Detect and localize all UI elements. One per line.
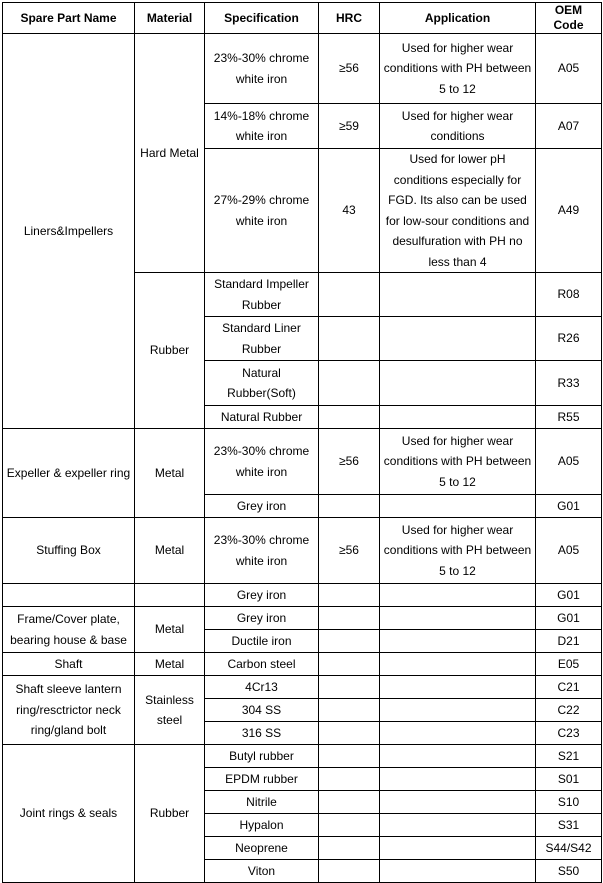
spec-cell: Standard Impeller Rubber	[205, 273, 319, 317]
hrc-cell	[319, 722, 380, 745]
hrc-cell	[319, 406, 380, 429]
part-name-cell	[3, 584, 135, 607]
oem-code-cell: C22	[536, 699, 602, 722]
oem-code-cell: A49	[536, 149, 602, 273]
oem-code-cell: A05	[536, 429, 602, 495]
hrc-cell: ≥56	[319, 518, 380, 584]
application-cell	[380, 495, 536, 518]
oem-code-cell: R26	[536, 317, 602, 361]
material-hard-metal: Hard Metal	[135, 34, 205, 273]
part-name-expeller: Expeller & expeller ring	[3, 429, 135, 518]
header-row	[3, 3, 602, 34]
hrc-cell	[319, 495, 380, 518]
table-row	[3, 429, 602, 495]
application-cell	[380, 722, 536, 745]
oem-code-cell: S21	[536, 745, 602, 768]
part-name-joint-rings: Joint rings & seals	[3, 745, 135, 883]
hrc-cell	[319, 653, 380, 676]
hrc-cell: ≥59	[319, 104, 380, 149]
application-cell	[380, 676, 536, 699]
application-cell	[380, 837, 536, 860]
spec-cell: 23%-30% chrome white iron	[205, 34, 319, 104]
hrc-cell	[319, 768, 380, 791]
oem-code-cell: G01	[536, 584, 602, 607]
spec-cell: 27%-29% chrome white iron	[205, 149, 319, 273]
hrc-cell	[319, 361, 380, 406]
oem-code-cell: G01	[536, 607, 602, 630]
spec-cell: Natural Rubber(Soft)	[205, 361, 319, 406]
oem-code-cell: C21	[536, 676, 602, 699]
oem-code-cell: R08	[536, 273, 602, 317]
oem-code-cell: D21	[536, 630, 602, 653]
material-cell: Metal	[135, 518, 205, 584]
application-cell: Used for higher wear conditions with PH between 5 to 12	[380, 518, 536, 584]
spec-cell: Standard Liner Rubber	[205, 317, 319, 361]
table-row	[3, 676, 602, 699]
table-row	[3, 653, 602, 676]
application-cell: Used for lower pH conditions especially for FGD. Its also can be used for low-sour conditions and desulfuration with PH no less than 4	[380, 149, 536, 273]
table-row	[3, 745, 602, 768]
oem-code-cell: S50	[536, 860, 602, 883]
application-cell	[380, 607, 536, 630]
material-cell	[135, 584, 205, 607]
spec-cell: Grey iron	[205, 607, 319, 630]
application-cell	[380, 630, 536, 653]
material-cell: Stainless steel	[135, 676, 205, 745]
spec-cell: 23%-30% chrome white iron	[205, 429, 319, 495]
part-name-frame: Frame/Cover plate, bearing house & base	[3, 607, 135, 653]
hrc-cell	[319, 607, 380, 630]
spec-cell: Carbon steel	[205, 653, 319, 676]
spec-cell: 4Cr13	[205, 676, 319, 699]
hrc-cell	[319, 837, 380, 860]
application-cell	[380, 653, 536, 676]
table-row	[3, 584, 602, 607]
application-cell	[380, 791, 536, 814]
part-name-liners: Liners&Impellers	[3, 34, 135, 429]
oem-code-cell: S31	[536, 814, 602, 837]
oem-code-cell: S10	[536, 791, 602, 814]
spec-cell: 14%-18% chrome white iron	[205, 104, 319, 149]
application-cell	[380, 273, 536, 317]
oem-code-cell: E05	[536, 653, 602, 676]
spec-cell: Butyl rubber	[205, 745, 319, 768]
material-cell: Rubber	[135, 745, 205, 883]
hrc-cell	[319, 676, 380, 699]
material-rubber: Rubber	[135, 273, 205, 429]
table-row	[3, 34, 602, 104]
header-application: Application	[380, 3, 536, 34]
spec-cell: Ductile iron	[205, 630, 319, 653]
part-name-shaft: Shaft	[3, 653, 135, 676]
application-cell	[380, 745, 536, 768]
hrc-cell	[319, 745, 380, 768]
hrc-cell: ≥56	[319, 429, 380, 495]
oem-code-cell: S44/S42	[536, 837, 602, 860]
spec-cell: Viton	[205, 860, 319, 883]
material-cell: Metal	[135, 429, 205, 518]
spec-cell: 316 SS	[205, 722, 319, 745]
spec-cell: Natural Rubber	[205, 406, 319, 429]
header-material: Material	[135, 3, 205, 34]
application-cell	[380, 584, 536, 607]
spare-parts-table	[2, 2, 602, 883]
hrc-cell	[319, 317, 380, 361]
hrc-cell	[319, 860, 380, 883]
oem-code-cell: G01	[536, 495, 602, 518]
material-cell: Metal	[135, 607, 205, 653]
oem-code-cell: R55	[536, 406, 602, 429]
spec-cell: Grey iron	[205, 584, 319, 607]
application-cell	[380, 699, 536, 722]
spec-cell: Grey iron	[205, 495, 319, 518]
hrc-cell: ≥56	[319, 34, 380, 104]
hrc-cell	[319, 699, 380, 722]
application-cell	[380, 860, 536, 883]
table-row	[3, 607, 602, 630]
oem-code-cell: S01	[536, 768, 602, 791]
header-hrc: HRC	[319, 3, 380, 34]
spec-cell: Neoprene	[205, 837, 319, 860]
part-name-shaft-sleeve: Shaft sleeve lantern ring/resctrictor neck ring/gland bolt	[3, 676, 135, 745]
spec-cell: Hypalon	[205, 814, 319, 837]
application-cell	[380, 814, 536, 837]
hrc-cell	[319, 630, 380, 653]
application-cell	[380, 406, 536, 429]
application-cell	[380, 768, 536, 791]
oem-code-cell: C23	[536, 722, 602, 745]
hrc-cell	[319, 791, 380, 814]
oem-code-cell: R33	[536, 361, 602, 406]
oem-code-cell: A07	[536, 104, 602, 149]
spec-cell: Nitrile	[205, 791, 319, 814]
spec-cell: 304 SS	[205, 699, 319, 722]
spec-cell: 23%-30% chrome white iron	[205, 518, 319, 584]
application-cell	[380, 361, 536, 406]
header-oem-code: OEM Code	[536, 3, 602, 34]
application-cell: Used for higher wear conditions with PH between 5 to 12	[380, 429, 536, 495]
hrc-cell	[319, 273, 380, 317]
hrc-cell	[319, 584, 380, 607]
hrc-cell: 43	[319, 149, 380, 273]
oem-code-cell: A05	[536, 518, 602, 584]
application-cell: Used for higher wear conditions with PH between 5 to 12	[380, 34, 536, 104]
spec-cell: EPDM rubber	[205, 768, 319, 791]
table-row	[3, 518, 602, 584]
application-cell	[380, 317, 536, 361]
application-cell: Used for higher wear conditions	[380, 104, 536, 149]
hrc-cell	[319, 814, 380, 837]
part-name-stuffing-box: Stuffing Box	[3, 518, 135, 584]
oem-code-cell: A05	[536, 34, 602, 104]
header-spare-part-name: Spare Part Name	[3, 3, 135, 34]
material-cell: Metal	[135, 653, 205, 676]
header-specification: Specification	[205, 3, 319, 34]
